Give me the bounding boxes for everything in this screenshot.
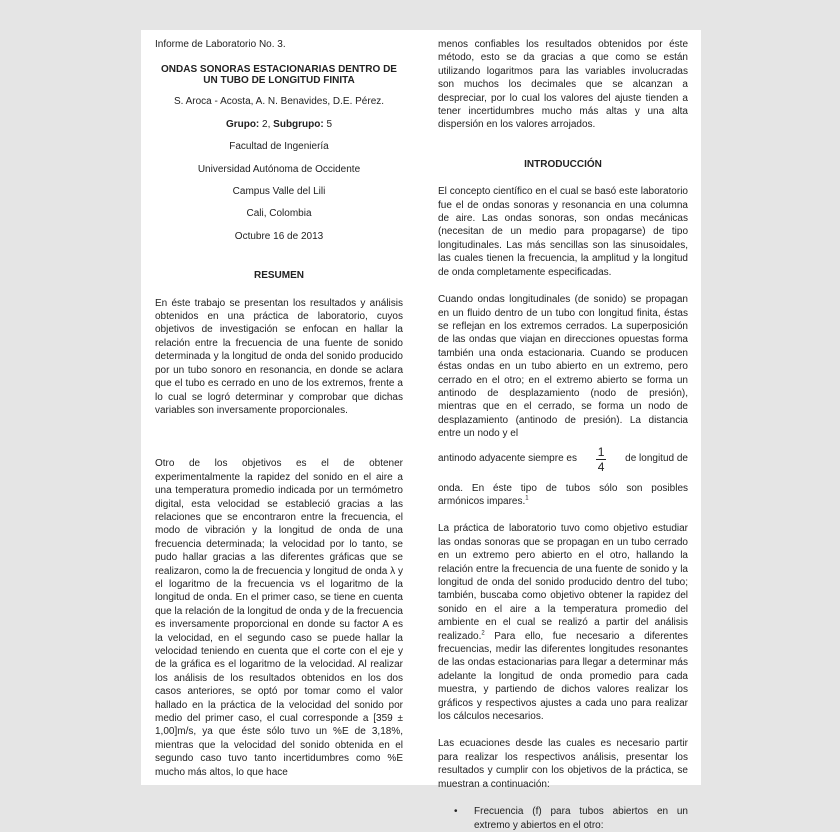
bullet-list-item: [438, 805, 688, 832]
group-value: 2,: [259, 118, 271, 130]
faculty: Facultad de Ingeniería: [229, 141, 329, 153]
intro-paragraph-2-end-text: onda. En éste tipo de tubos sólo son posibles armónicos impares.: [438, 482, 688, 507]
intro-paragraph-4: Las ecuaciones desde las cuales es necesario partir para realizar los respectivos análisis, presentar los resultados y cumplir con los objetivos de la práctica, se muestran a continuación:: [438, 738, 688, 790]
intro-paragraph-1: El concepto científico en el cual se basó este laboratorio fue el de ondas sonoras y resonancia en una columna de aire. Las ondas sonoras, son ondas mecánicas (necesitan de un medio para propagarse) de tipo longitudinales. Las más sencillas son las sinusoidales, las cuales tienen la frecuencia, la amplitud y la longitud de onda completamente especificadas.: [438, 186, 688, 278]
resumen-heading: RESUMEN: [253, 270, 304, 282]
one-quarter-fraction: [596, 445, 607, 474]
intro-paragraph-2-end: [438, 482, 688, 509]
fraction-text-after: de longitud de: [625, 453, 688, 465]
report-label: Informe de Laboratorio No. 3.: [155, 39, 286, 50]
intro-paragraph-3-cont: Para ello, fue necesario a diferentes frecuencias, medir las diferentes longitudes resonantes de las ondas estacionarias para llegar a determinar más adelante la longitud de onda promedio para cada muestra, y partiendo de dichos valores realizar los gráficos y respectivos ajustes a cada uno para realizar los cálculos necesarios.: [438, 630, 688, 723]
paper-title: [155, 64, 403, 86]
bullet-text: Frecuencia (f) para tubos abiertos en un extremo y abiertos en el otro:: [474, 806, 688, 831]
left-column: [155, 38, 403, 779]
authors: S. Aroca - Acosta, A. N. Benavides, D.E. Pérez.: [173, 96, 385, 108]
intro-paragraph-3-text: La práctica de laboratorio tuvo como objetivo estudiar las ondas sonoras que se propagan en un tubo cerrado en un extremo pero abierto en el otro, hallando la relación entre la frecuencia de una fuente de sonido y la longitud de onda del sonido producido dentro del tubo; también, buscaba como objetivo obtener la rapidez del sonido en el aire a la temperatura promedio del ambiente en el cual se realizó a partir del análisis realizado.: [438, 523, 688, 642]
university: Universidad Autónoma de Occidente: [197, 163, 361, 175]
subgroup-label: Subgrupo:: [273, 118, 324, 130]
date: Octubre 16 de 2013: [234, 230, 324, 242]
campus: Campus Valle del Lili: [232, 186, 326, 198]
fraction-denominator: 4: [597, 459, 605, 474]
intro-paragraph-3: [438, 522, 688, 723]
document-page: [141, 30, 701, 831]
fraction-numerator: 1: [597, 444, 605, 459]
title-line-1: ONDAS SONORAS ESTACIONARIAS DENTRO DE: [161, 64, 397, 76]
right-column: [438, 38, 688, 832]
introduccion-heading: INTRODUCCIÓN: [524, 158, 602, 170]
resumen-paragraph-2-continued: menos confiables los resultados obtenidos por éste método, esto se da gracias a que como se están utilizando logaritmos para las variables involucradas son muchos los decimales que se alcanzan a despreciar, por lo cual los valores del ajuste tienden a tener incertidumbres mucho más altas y una alta dispersión en los valores arrojados.: [438, 39, 688, 131]
footnote-ref-2: 2: [481, 630, 485, 637]
intro-paragraph-2: Cuando ondas longitudinales (de sonido) se propagan en un fluido dentro de un tubo con longitud finita, éstas se reflejan en los extremos cerrados. La superposición de las ondas que viajan en direcciones opuestas forma también una onda estacionaria. Cuando se producen éstas ondas en un tubo abierto en un extremo, pero cerrado en el otro; en el extremo abierto se forma un antinodo de desplazamiento (nodo de presión), mientras que en el cerrado, se forma un nodo de desplazamiento (antinodo de presión). La distancia entre un nodo y el: [438, 294, 688, 440]
city: Cali, Colombia: [246, 208, 312, 220]
bullet-icon: •: [454, 806, 458, 818]
footnote-ref-1: 1: [525, 495, 529, 502]
resumen-paragraph-1: En éste trabajo se presentan los resultados y análisis obtenidos en una práctica de laboratorio, cuyos objetivos de investigación se enfocan en hallar la relación entre la frecuencia de una fuente de sonido determinada y la longitud de onda del sonido producido por un tubo sonoro en resonancia, en donde se aclara que el tubo es cerrado en uno de los extremos, frente a lo cual se logró determinar y comprobar que dichas variables son inversamente proporcionales.: [155, 297, 403, 416]
group-label: Grupo:: [225, 118, 260, 130]
subgroup-value: 5: [323, 118, 333, 130]
title-line-2: UN TUBO DE LONGITUD FINITA: [203, 75, 355, 87]
fraction-text-before: antinodo adyacente siempre es: [438, 453, 577, 465]
fraction-line: [438, 445, 688, 474]
group-line: [155, 118, 403, 131]
resumen-paragraph-2: Otro de los objetivos es el de obtener experimentalmente la rapidez del sonido en el aire a una temperatura promedio indicada por un termómetro digital, esta velocidad se estableció gracias a las relaciones que se encontraron entre la frecuencia, el modo de vibración y la longitud de onda de una frecuencia determinada; la velocidad por lo tanto, se pudo hallar gracias a las diferentes gráficas que se realizaron, como la de frecuencia y longitud de onda λ y el logaritmo de la frecuencia vs el logaritmo de la longitud de onda. En el primer caso, se tiene en cuenta que la relación de la longitud de onda y de la frecuencia es inversamente proporcional en donde su factor A es la velocidad, en el segundo caso se puede hallar la velocidad teniendo en cuenta que el corte con el eje y de la gráfica es el logaritmo de la velocidad. Al realizar los análisis de los resultados obtenidos en los dos casos anteriores, se optó por tomar como el valor hallado en la práctica de la velocidad del sonido por medio del primer caso, el cual corresponde a [359 ± 1,00]m/s, ya que éste sólo tuvo un %E de 3,18%, mientras que la velocidad del sonido obtenida en el segundo caso tuvo tanto incertidumbres como %E mucho más altos, lo que hace: [155, 458, 403, 778]
